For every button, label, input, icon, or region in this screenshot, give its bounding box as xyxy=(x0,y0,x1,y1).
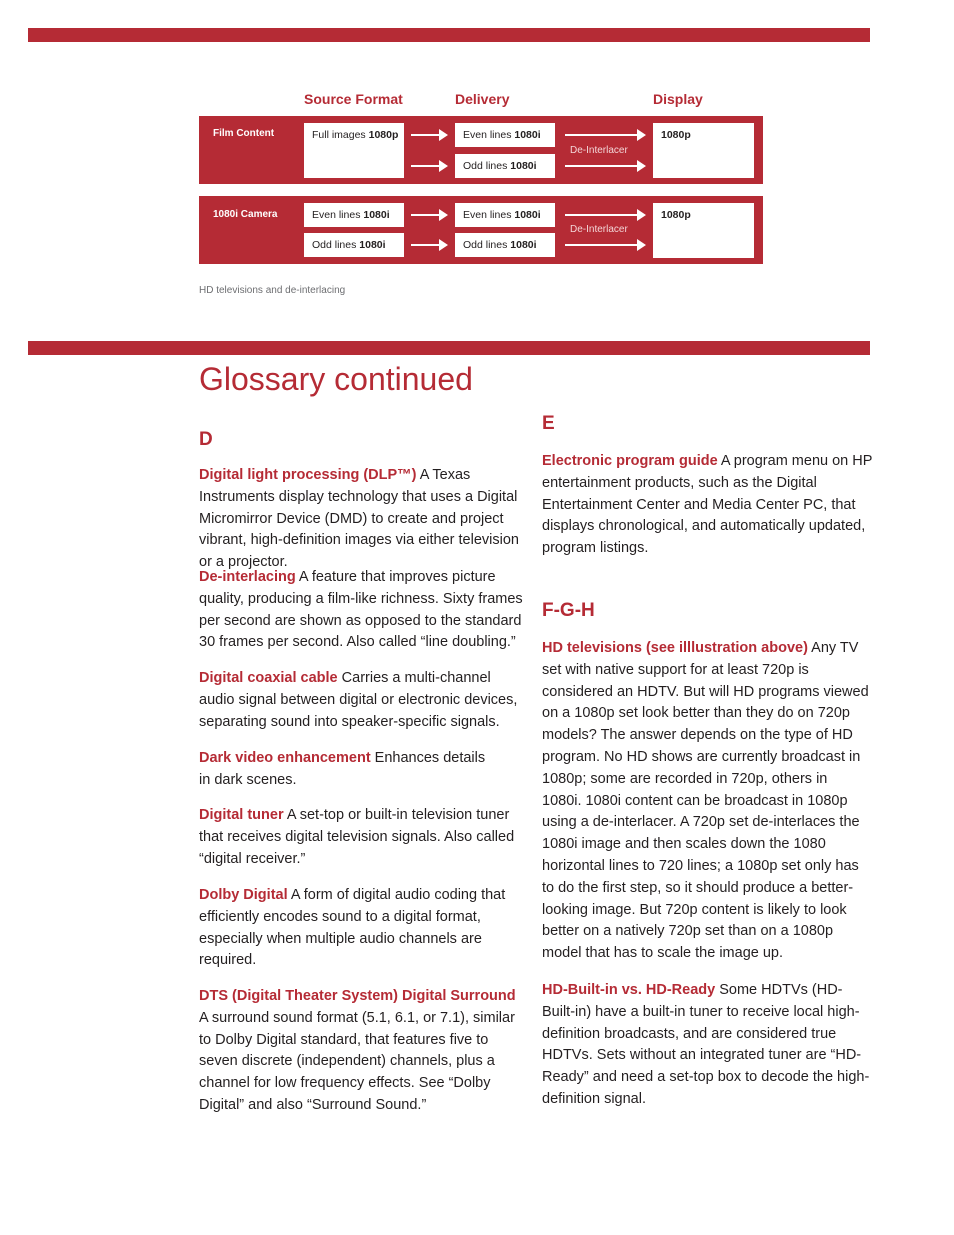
arrow-right-icon xyxy=(565,238,647,252)
section-letter-fgh: F-G-H xyxy=(542,600,595,621)
camera-label: 1080i Camera xyxy=(213,209,278,220)
glossary-term: Digital tuner xyxy=(199,807,284,823)
section-letter-e: E xyxy=(542,413,555,434)
diagram-caption: HD televisions and de-interlacing xyxy=(199,285,346,296)
arrow-right-icon xyxy=(565,159,647,173)
camera-source-odd: Odd lines 1080i xyxy=(304,233,404,257)
glossary-entry-digital-tuner: Digital tuner A set-top or built-in television tuner that receives digital television signals. Also called “digital receiver.” xyxy=(199,807,515,867)
camera-source-even: Even lines 1080i xyxy=(304,203,404,227)
glossary-term: DTS (Digital Theater System) Digital Surround xyxy=(199,988,516,1004)
arrow-right-icon xyxy=(411,159,449,173)
glossary-term: Dolby Digital xyxy=(199,887,288,903)
glossary-term: Dark video enhancement xyxy=(199,750,371,766)
film-display-cell: 1080p xyxy=(653,123,754,178)
header-source-format: Source Format xyxy=(304,91,403,107)
film-deinterlacer-label: De-Interlacer xyxy=(570,145,628,156)
camera-display-cell: 1080p xyxy=(653,203,754,258)
arrow-right-icon xyxy=(411,128,449,142)
glossary-term: Electronic program guide xyxy=(542,453,718,469)
film-delivery-odd: Odd lines 1080i xyxy=(455,154,555,178)
glossary-entry-epg: Electronic program guide A program menu on HP entertainment products, such as the Digital Entertainment Center and Media Center PC, that displays chronological, and automatically updated, program listings. xyxy=(542,453,873,557)
arrow-right-icon xyxy=(565,128,647,142)
glossary-term: HD televisions (see illlustration above) xyxy=(542,640,808,656)
glossary-term: HD-Built-in vs. HD-Ready xyxy=(542,982,716,998)
film-delivery-even: Even lines 1080i xyxy=(455,123,555,147)
glossary-entry-coax: Digital coaxial cable Carries a multi-channel audio signal between digital or electronic devices, separating sound into speaker-specific signals. xyxy=(199,670,518,730)
glossary-entry-hd-built-in: HD-Built-in vs. HD-Ready Some HDTVs (HD-Built-in) have a built-in tuner to receive local high-definition broadcasts, and are considered true HDTVs. Sets without an integrated tuner are “HD-Ready” and need a set-top box to decode the high-definition signal. xyxy=(542,982,870,1107)
glossary-entry-dolby: Dolby Digital A form of digital audio coding that efficiently encodes sound to a digital format, especially when multiple audio channels are required. xyxy=(199,887,506,969)
header-display: Display xyxy=(653,91,703,107)
section-rule xyxy=(28,341,870,355)
glossary-entry-deinterlacing: De-interlacing A feature that improves picture quality, producing a film-like richness. Sixty frames per second are shown as opposed to the standard 30 frames per second. Also called “line doubling.” xyxy=(199,569,523,651)
top-rule xyxy=(28,28,870,42)
film-source-cell: Full images 1080p xyxy=(304,123,404,178)
glossary-entry-dark-video: Dark video enhancement Enhances details in dark scenes. xyxy=(199,750,486,788)
glossary-entry-dlp: Digital light processing (DLP™) A Texas Instruments display technology that uses a Digital Micromirror Device (DMD) to create and project vibrant, high-definition images via either television or a projector. xyxy=(199,467,519,571)
header-delivery: Delivery xyxy=(455,91,510,107)
glossary-entry-dts: DTS (Digital Theater System) Digital Surround A surround sound format (5.1, 6.1, or 7.1), similar to Dolby Digital standard, that features five to seven discrete (independent) channels, plus a channel for low frequency effects. See “Dolby Digital” and also “Surround Sound.” xyxy=(199,986,521,1117)
camera-delivery-odd: Odd lines 1080i xyxy=(455,233,555,257)
film-content-band xyxy=(199,116,763,184)
page-title: Glossary continued xyxy=(199,361,473,397)
glossary-entry-hdtv: HD televisions (see illlustration above) Any TV set with native support for at least 720p is considered an HDTV. But will HD programs viewed on a 1080p set look better than they do on 720p models? The answer depends on the type of HD program. No HD shows are currently broadcast in 1080p; some are recorded in 720p, others in 1080i. 1080i content can be broadcast in 1080p using a de-interlacer. A 720p set de-interlaces the 1080i image and then scales down the 1080 horizontal lines to 720 lines; a 1080p set only has to do the first step, so it should produce a better-looking image. But 720p content is likely to look better on a natively 720p set than on a 1080p model that has to scale the image up. xyxy=(542,640,869,962)
glossary-term: Digital light processing (DLP™) xyxy=(199,467,417,483)
camera-deinterlacer-label: De-Interlacer xyxy=(570,224,628,235)
film-content-label: Film Content xyxy=(213,128,275,139)
arrow-right-icon xyxy=(411,238,449,252)
camera-delivery-even: Even lines 1080i xyxy=(455,203,555,227)
glossary-term: De-interlacing xyxy=(199,569,296,585)
camera-band xyxy=(199,196,763,264)
section-letter-d: D xyxy=(199,429,213,450)
arrow-right-icon xyxy=(565,208,647,222)
arrow-right-icon xyxy=(411,208,449,222)
glossary-term: Digital coaxial cable xyxy=(199,670,338,686)
